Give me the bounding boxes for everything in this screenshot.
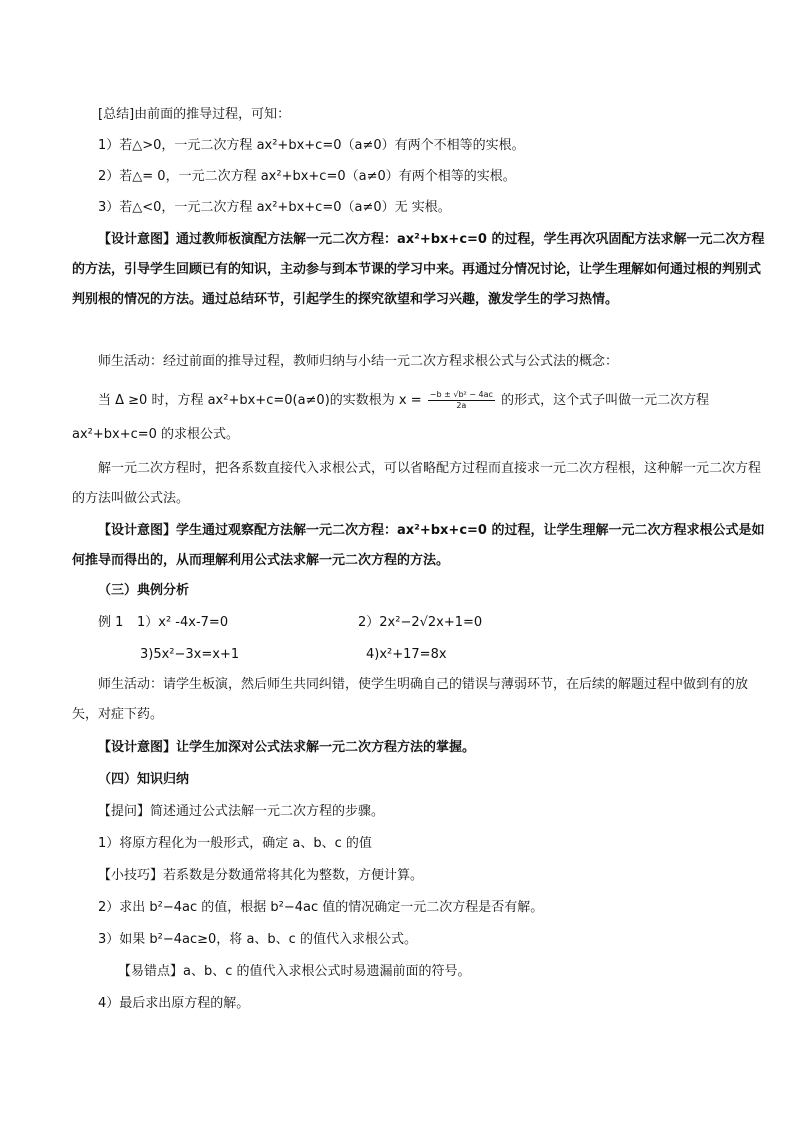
activity-1: 师生活动：经过前面的推导过程，教师归纳与小结一元二次方程求根公式与公式法的概念： (98, 354, 619, 369)
step-2: 2）求出 b²−4ac 的值，根据 b²−4ac 值的情况确定一元二次方程是否有解。 (98, 900, 544, 915)
summary-case-3: 3）若△<0，一元二次方程 ax²+bx+c=0（a≠0）无 实根。 (98, 200, 451, 215)
formula-method: 解一元二次方程时，把各系数直接代入求根公式，可以省略配方过程而直接求一元二次方程根，这种解一元二次方程的方法叫做公式法。 (72, 461, 762, 506)
error-point: 【易错点】a、b、c 的值代入求根公式时易遗漏前面的符号。 (118, 964, 471, 979)
summary-case-1: 1）若△>0，一元二次方程 ax²+bx+c=0（a≠0）有两个不相等的实根。 (98, 138, 525, 153)
section-examples: （三）典例分析 (98, 583, 190, 598)
summary-case-2: 2）若△= 0，一元二次方程 ax²+bx+c=0（a≠0）有两个相等的实根。 (98, 169, 516, 184)
design-intent-3: 【设计意图】让学生加深对公式法求解一元二次方程方法的掌握。 (98, 740, 476, 755)
example-1: 1）x² -4x-7=0 (137, 615, 229, 630)
step-3: 3）如果 b²−4ac≥0，将 a、b、c 的值代入求根公式。 (98, 932, 417, 947)
design-intent-1: 【设计意图】通过教师板演配方法解一元二次方程：ax²+bx+c=0 的过程，学生再次巩固配方法求解一元二次方程的方法，引导学生回顾已有的知识，主动参与到本节课的学习中来。再通过分情况讨论，让学生理解如何通过根的判别式判别根的情况的方法。通过总结环节，引起学生的探究欲望和学习兴趣，激发学生的学习热情。 (72, 232, 765, 307)
example-3: 3)5x²−3x=x+1 (140, 647, 240, 662)
section-summary: （四）知识归纳 (98, 772, 190, 787)
question: 【提问】简述通过公式法解一元二次方程的步骤。 (98, 804, 385, 819)
formula-line-2: ax²+bx+c=0 的求根公式。 (72, 427, 240, 442)
example-label: 例 1 (98, 615, 124, 630)
step-4: 4）最后求出原方程的解。 (98, 996, 250, 1011)
formula-line (98, 390, 709, 411)
activity-2: 师生活动：请学生板演，然后师生共同纠错，使学生明确自己的错误与薄弱环节，在后续的解题过程中做到有的放矢，对症下药。 (72, 677, 749, 722)
formula-after: 的形式，这个式子叫做一元二次方程 (501, 393, 710, 408)
formula-denominator: 2a (456, 401, 467, 410)
example-2: 2）2x²−2√2x+1=0 (358, 615, 483, 630)
design-intent-2: 【设计意图】学生通过观察配方法解一元二次方程：ax²+bx+c=0 的过程，让学生理解一元二次方程求根公式是如何推导而得出的，从而理解利用公式法求解一元二次方程的方法。 (72, 523, 765, 568)
tip: 【小技巧】若系数是分数通常将其化为整数，方便计算。 (98, 868, 424, 883)
quadratic-formula (428, 390, 495, 411)
formula-x: x = (398, 393, 422, 408)
summary-intro: [总结]由前面的推导过程，可知： (98, 107, 291, 122)
step-1: 1）将原方程化为一般形式，确定 a、b、c 的值 (98, 836, 372, 851)
formula-before: 当 Δ ≥0 时，方程 ax²+bx+c=0(a≠0)的实数根为 (98, 393, 395, 408)
example-4: 4)x²+17=8x (366, 647, 447, 662)
formula-numerator: −b ± √b² − 4ac (429, 390, 493, 399)
